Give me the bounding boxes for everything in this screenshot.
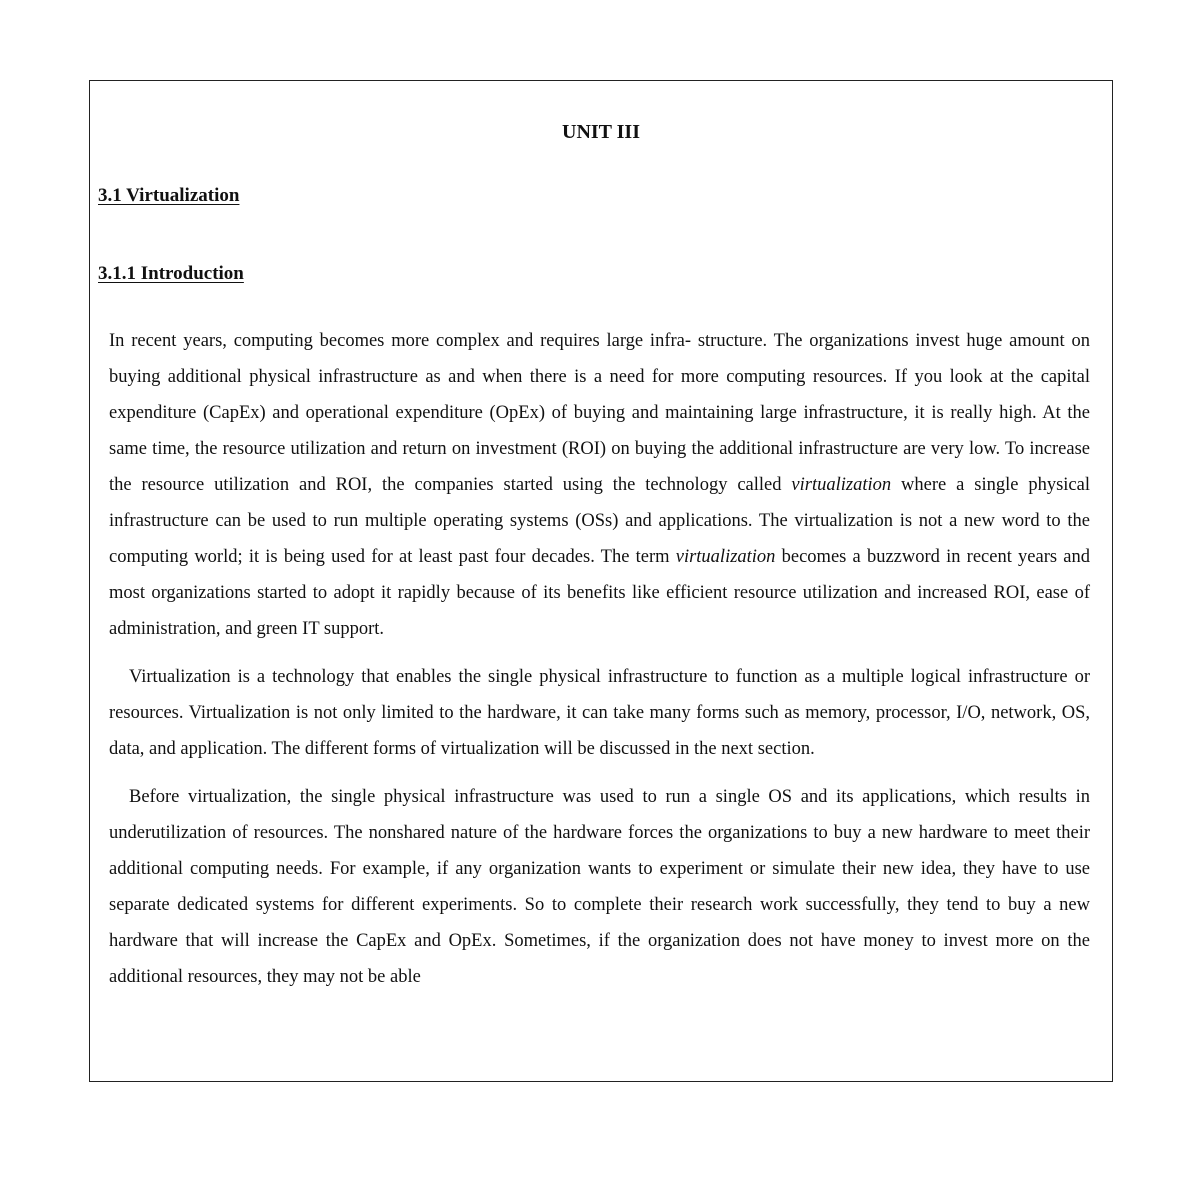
subsection-heading-introduction: 3.1.1 Introduction (98, 263, 244, 284)
section-heading-virtualization: 3.1 Virtualization (98, 185, 240, 206)
paragraph-intro-part-3: becomes a buzzword in recent years and most organizations started to adopt it rapidly because of its benefits like efficient resource utilization and increased ROI, ease of administration, and green IT support. (109, 547, 1090, 639)
term-virtualization: virtualization (791, 475, 892, 495)
body-text (109, 323, 1090, 1007)
paragraph-definition: Virtualization is a technology that enables the single physical infrastructure to function as a multiple logical infrastructure or resources. Virtualization is not only limited to the hardware, it can take many forms such as memory, processor, I/O, network, OS, data, and application. The different forms of virtualization will be discussed in the next section. (109, 667, 1090, 759)
term-virtualization: virtualization (675, 547, 776, 567)
paragraph-intro (109, 323, 1090, 647)
document-page (89, 80, 1113, 1082)
paragraph-intro-part-1: In recent years, computing becomes more complex and requires large infra- structure. The organizations invest huge amount on buying additional physical infrastructure as and when there is a need for more computing resources. If you look at the capital expenditure (CapEx) and operational expenditure (OpEx) of buying and maintaining large infrastructure, it is really high. At the same time, the resource utilization and return on investment (ROI) on buying the additional infrastructure are very low. To increase the resource utilization and ROI, the companies started using the technology called (109, 331, 1090, 495)
paragraph-before-virtualization: Before virtualization, the single physical infrastructure was used to run a single OS and its applications, which results in underutilization of resources. The nonshared nature of the hardware forces the organizations to buy a new hardware to meet their additional computing needs. For example, if any organization wants to experiment or simulate their new idea, they have to use separate dedicated systems for different experiments. So to complete their research work successfully, they tend to buy a new hardware that will increase the CapEx and OpEx. Sometimes, if the organization does not have money to invest more on the additional resources, they may not be able (109, 787, 1090, 987)
unit-title: UNIT III (562, 121, 640, 143)
paragraph-intro-part-2: where a single physical infrastructure can be used to run multiple operating systems (OSs) and applications. The virtualization is not a new word to the computing world; it is being used for at least past four decades. The term (109, 475, 1090, 567)
